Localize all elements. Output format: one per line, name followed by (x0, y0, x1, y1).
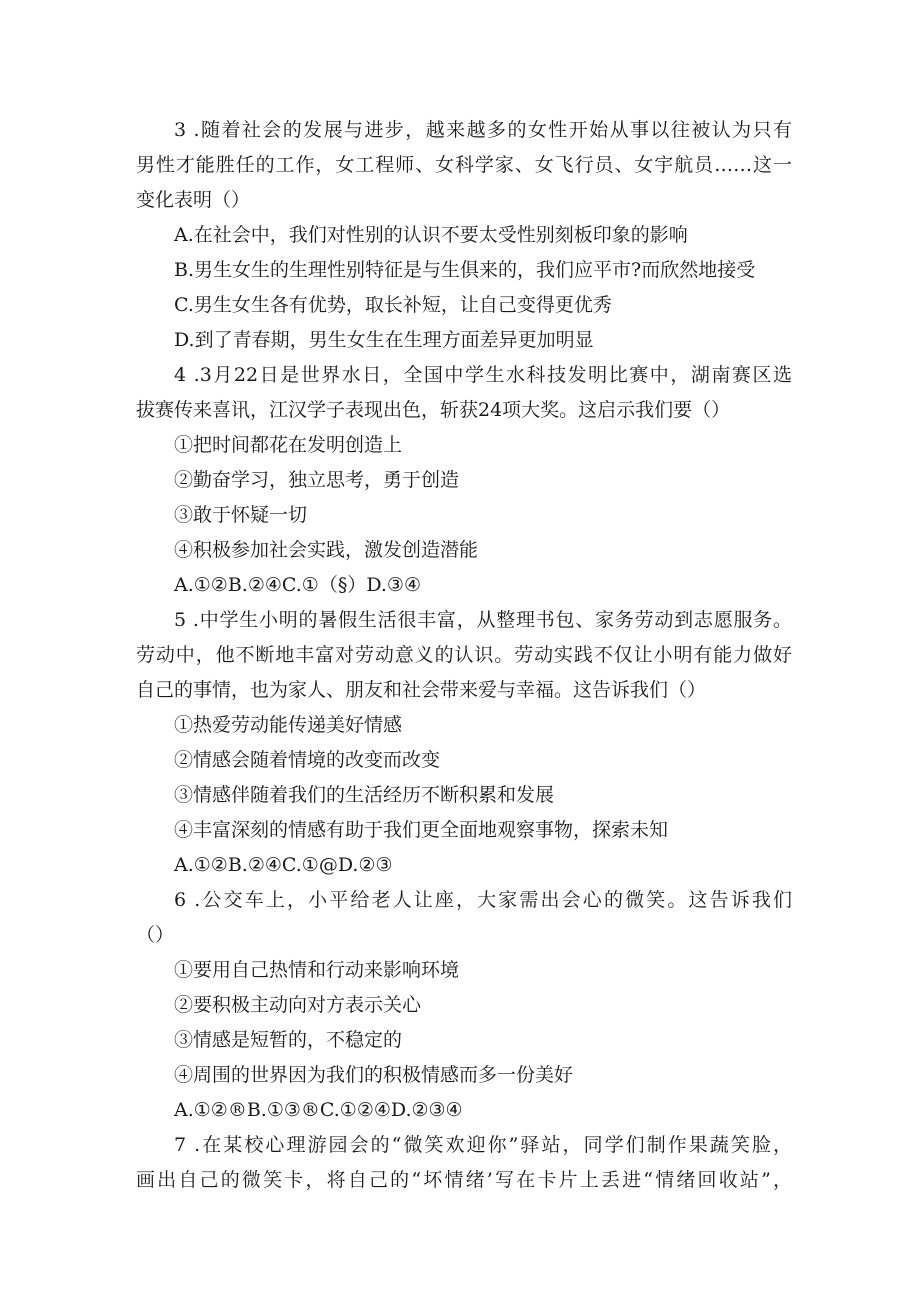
question-stem-line: 劳动中，他不断地丰富对劳动意义的认识。劳动实践不仅让小明有能力做好 (136, 644, 792, 666)
answer-choices: A.①②B.②④C.①（§）D.③④ (174, 574, 421, 596)
answer-choices: A.①②B.②④C.①@D.②③ (174, 854, 393, 876)
answer-option: B.男生女生的生理性别特征是与生俱来的，我们应平市?而欣然地接受 (174, 259, 756, 281)
question-4 (136, 358, 792, 603)
question-stem-line: 拔赛传来喜讯，江汉学子表现出色，斩获24项大奖。这启示我们要（） (136, 399, 731, 421)
statement-item: ①要用自己热情和行动来影响环境 (174, 959, 460, 981)
document-page (136, 113, 792, 1198)
statement-item: ④周围的世界因为我们的积极情感而多一份美好 (174, 1064, 574, 1086)
answer-option: C.男生女生各有优势，取长补短，让自己变得更优秀 (174, 294, 612, 316)
statement-item: ③敢于怀疑一切 (174, 504, 308, 526)
statement-item: ③情感是短暂的，不稳定的 (174, 1029, 403, 1051)
question-stem-line: 4 .3月22日是世界水日，全国中学生水科技发明比赛中，湖南赛区选 (174, 364, 792, 386)
statement-item: ③情感伴随着我们的生活经历不断积累和发展 (174, 784, 555, 806)
question-3 (136, 113, 792, 358)
question-stem-line: 自己的事情，也为家人、朋友和社会带来爱与幸福。这告诉我们（） (136, 679, 707, 701)
statement-item: ②情感会随着情境的改变而改变 (174, 749, 441, 771)
question-5 (136, 603, 792, 883)
question-stem-line: 男性才能胜任的工作，女工程师、女科学家、女飞行员、女宇航员……这一 (136, 154, 792, 176)
question-6 (136, 883, 792, 1128)
statement-item: ①把时间都花在发明创造上 (174, 434, 403, 456)
question-stem-line: 变化表明（） (136, 189, 251, 211)
question-stem-line: （） (136, 924, 175, 946)
question-stem-line: 3 .随着社会的发展与进步，越来越多的女性开始从事以往被认为只有 (174, 119, 792, 141)
statement-item: ④丰富深刻的情感有助于我们更全面地观察事物，探索未知 (174, 819, 669, 841)
question-stem-line: 7 .在某校心理游园会的“微笑欢迎你”驿站，同学们制作果蔬笑脸， (174, 1134, 792, 1156)
question-stem-line: 5 .中学生小明的暑假生活很丰富，从整理书包、家务劳动到志愿服务。 (174, 609, 792, 631)
statement-item: ②要积极主动向对方表示关心 (174, 994, 422, 1016)
answer-option: A.在社会中，我们对性别的认识不要太受性别刻板印象的影响 (174, 224, 688, 246)
statement-item: ④积极参加社会实践，激发创造潜能 (174, 539, 479, 561)
answer-option: D.到了青春期，男生女生在生理方面差异更加明显 (174, 329, 594, 351)
statement-item: ①热爱劳动能传递美好情感 (174, 714, 403, 736)
question-stem-line: 画出自己的微笑卡，将自己的“坏情绪’写在卡片上丢进“情绪回收站”， (136, 1169, 792, 1191)
answer-choices: A.①②®B.①③®C.①②④D.②③④ (174, 1099, 463, 1121)
statement-item: ②勤奋学习，独立思考，勇于创造 (174, 469, 460, 491)
question-stem-line: 6 .公交车上，小平给老人让座，大家需出会心的微笑。这告诉我们 (174, 889, 792, 911)
question-7 (136, 1128, 792, 1198)
